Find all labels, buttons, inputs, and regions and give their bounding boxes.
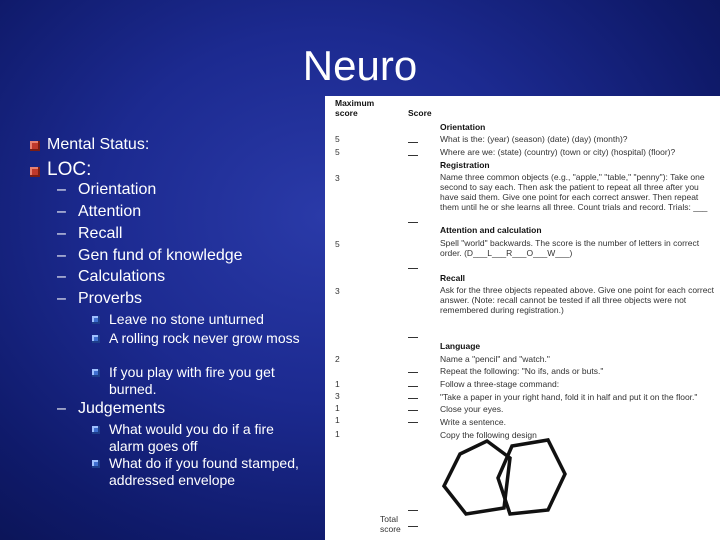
bullet-mental-status: Mental Status: (47, 136, 150, 153)
dash-marker: – (57, 181, 66, 198)
registration-text: Name three common objects (e.g., "apple," "table," "penny"): Take one second to say each. Then ask the patient to repeat all three after you have said them. Give one point for each correct answer. Then repeat them until he or she learns all three. Count trials and record. Trials: ___ (440, 172, 708, 212)
dash-marker: – (57, 203, 66, 220)
question: Repeat the following: "No ifs, ands or buts." (440, 366, 604, 376)
bullet-square-icon (30, 167, 40, 177)
question: "Take a paper in your right hand, fold it in half and put it on the floor." (440, 392, 698, 402)
loc-item: Attention (78, 203, 142, 220)
sub-bullet-icon (92, 369, 100, 377)
score-blank (408, 268, 418, 269)
max-score: 1 (335, 415, 340, 425)
slide-title: Neuro (302, 42, 418, 89)
max-score: 1 (335, 429, 340, 439)
mmse-form-image (325, 96, 720, 540)
loc-item: Proverbs (78, 290, 143, 307)
sub-bullet-icon (92, 316, 100, 324)
max-score: 5 (335, 147, 340, 157)
max-score: 1 (335, 403, 340, 413)
sub-bullet-icon (92, 335, 100, 343)
section-language: Language (440, 341, 481, 351)
header-score: Score (408, 108, 432, 118)
max-score: 3 (335, 391, 340, 401)
total-score-label: Total score (380, 514, 401, 534)
bullet-list (0, 0, 330, 540)
proverb-item: A rolling rock never grow moss (109, 330, 300, 346)
score-blank (408, 510, 418, 511)
attention-text: Spell "world" backwards. The score is the number of letters in correct order. (D___L___R___O___W___) (440, 238, 700, 258)
section-orientation: Orientation (440, 122, 486, 132)
question: Close your eyes. (440, 404, 504, 414)
loc-item: Recall (78, 225, 123, 242)
score-blank (408, 398, 418, 399)
score-blank (408, 526, 418, 527)
score-blank (408, 222, 418, 223)
score-blank (408, 142, 418, 143)
question: Write a sentence. (440, 417, 506, 427)
bullet-judgements: Judgements (78, 400, 166, 417)
sub-bullet-icon (92, 460, 100, 468)
judgement-item: What do if you found stamped, addressed envelope (109, 455, 299, 488)
bullet-loc: LOC: (47, 159, 92, 180)
recall-text: Ask for the three objects repeated above. Give one point for each correct answer. (Note: recall cannot be tested if all three objects were not remembered during registration.) (440, 285, 715, 315)
dash-marker: – (57, 225, 66, 242)
score-blank (408, 337, 418, 338)
proverb-item: If you play with fire you get burned. (109, 364, 275, 397)
intersecting-pentagons-figure (440, 436, 570, 526)
loc-item: Orientation (78, 181, 157, 198)
score-blank (408, 410, 418, 411)
section-recall: Recall (440, 273, 466, 283)
question: Name a "pencil" and "watch." (440, 354, 550, 364)
score-blank (408, 386, 418, 387)
dash-marker: – (57, 290, 66, 307)
dash-marker: – (57, 247, 66, 264)
question: What is the: (year) (season) (date) (day) (month)? (440, 134, 628, 144)
dash-marker: – (57, 400, 66, 417)
dash-marker: – (57, 268, 66, 285)
max-score: 5 (335, 239, 340, 249)
max-score: 2 (335, 354, 340, 364)
loc-item: Calculations (78, 268, 166, 285)
header-max-score: Maximum score (335, 98, 375, 118)
section-attention: Attention and calculation (440, 225, 542, 235)
score-blank (408, 155, 418, 156)
max-score: 3 (335, 286, 340, 296)
section-registration: Registration (440, 160, 490, 170)
judgement-item: What would you do if a fire alarm goes off (109, 421, 274, 454)
score-blank (408, 422, 418, 423)
max-score: 5 (335, 134, 340, 144)
max-score: 3 (335, 173, 340, 183)
bullet-square-icon (30, 141, 40, 151)
question: Copy the following design (440, 430, 537, 440)
score-blank (408, 372, 418, 373)
sub-bullet-icon (92, 426, 100, 434)
loc-item: Gen fund of knowledge (78, 247, 243, 264)
question: Follow a three-stage command: (440, 379, 560, 389)
proverb-item: Leave no stone unturned (109, 311, 264, 327)
question: Where are we: (state) (country) (town or city) (hospital) (floor)? (440, 147, 676, 157)
max-score: 1 (335, 379, 340, 389)
